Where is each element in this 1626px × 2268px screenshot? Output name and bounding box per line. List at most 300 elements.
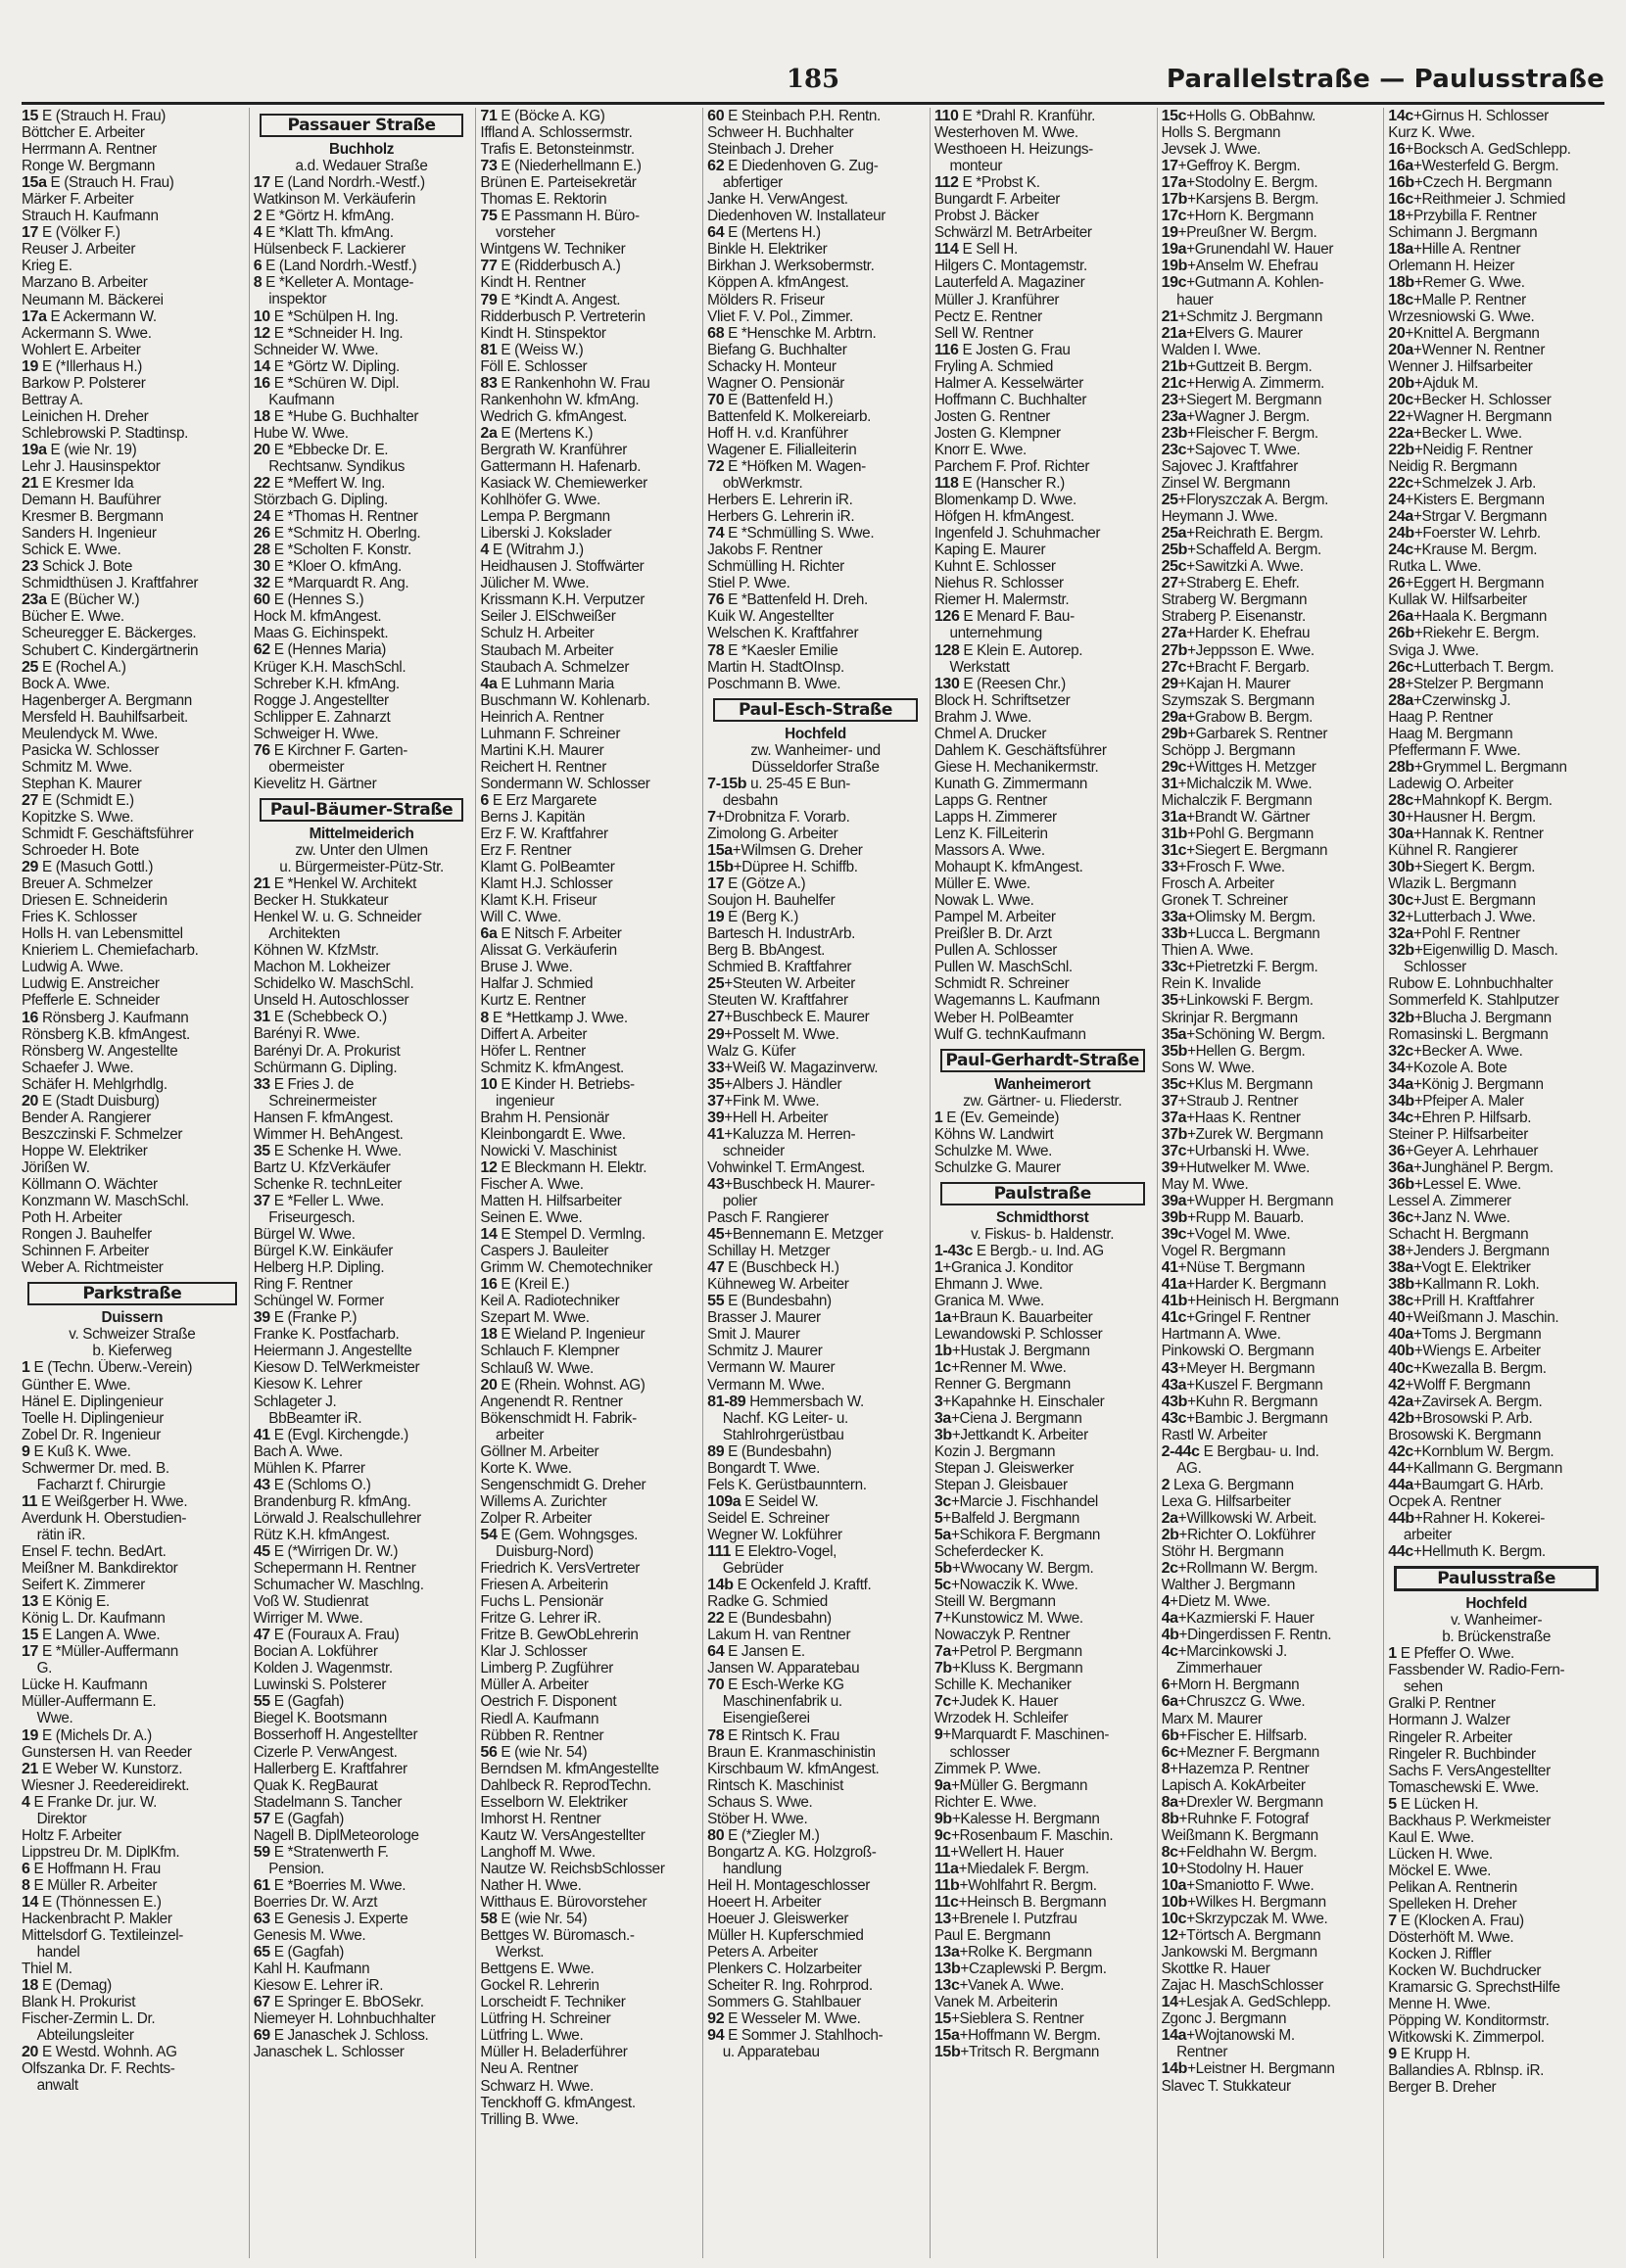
resident-entry: Grimm W. Chemotechniker — [480, 1259, 652, 1277]
resident-entry: 56 E (wie Nr. 54) — [480, 1743, 588, 1761]
resident-entry: Schäfer H. Mehlgrhdlg. — [22, 1075, 167, 1093]
resident-entry: 1a+Braun K. Bauarbeiter — [933, 1309, 1093, 1327]
resident-entry: Pension. — [253, 1860, 325, 1877]
resident-entry: Stadelmann S. Tancher — [253, 1793, 403, 1811]
resident-entry: Hoffmann C. Buchhalter — [933, 391, 1087, 408]
resident-entry: 24+Kisters E. Bergmann — [1388, 492, 1545, 509]
resident-entry: Poschmann B. Wwe. — [707, 675, 841, 692]
resident-entry: 14 E *Görtz W. Dipling. — [253, 357, 400, 375]
resident-entry: Schmidt R. Schreiner — [933, 975, 1070, 993]
resident-entry: Rentner — [1161, 2044, 1228, 2061]
resident-entry: Barényi R. Wwe. — [253, 1025, 360, 1043]
resident-entry: Trilling B. Wwe. — [480, 2110, 579, 2128]
resident-entry: Plenkers C. Holzarbeiter — [707, 1961, 862, 1978]
resident-entry: 24c+Krause M. Bergm. — [1388, 542, 1538, 559]
resident-entry: Witthaus E. Bürovorsteher — [480, 1894, 647, 1912]
resident-entry: Neidig R. Bergmann — [1388, 457, 1517, 475]
resident-entry: 68 E *Henschke M. Arbtrn. — [707, 324, 877, 342]
resident-entry: Knieriem L. Chemiefacharb. — [22, 942, 199, 960]
resident-entry: 35c+Klus M. Bergmann — [1161, 1075, 1314, 1093]
resident-entry: 34a+König J. Bergmann — [1388, 1075, 1544, 1093]
resident-entry: Ensel F. techn. BedArt. — [22, 1542, 167, 1560]
resident-entry: Block H. Schriftsetzer — [933, 691, 1071, 709]
resident-entry: Föll E. Schlosser — [480, 357, 588, 375]
resident-entry: 6 E Erz Margarete — [480, 791, 597, 809]
resident-entry: Sengenschmidt G. Dreher — [480, 1476, 646, 1493]
resident-entry: 19 E (Berg K.) — [707, 909, 798, 926]
resident-entry: König L. Dr. Kaufmann — [22, 1610, 166, 1628]
resident-entry: Josten G. Klempner — [933, 424, 1061, 442]
resident-entry: Fischer-Zermin L. Dr. — [22, 2010, 156, 2028]
resident-entry: 32b+Eigenwillig D. Masch. — [1388, 942, 1558, 960]
resident-entry: 81-89 Hemmersbach W. — [707, 1393, 864, 1410]
resident-entry: 22a+Becker L. Wwe. — [1388, 424, 1522, 442]
resident-entry: Höfgen H. kfmAngest. — [933, 508, 1075, 526]
resident-entry: Schlebrowski P. Stadtinsp. — [22, 424, 189, 442]
resident-entry: Schmitz M. Wwe. — [22, 758, 132, 776]
resident-entry: Iffland A. Schlossermstr. — [480, 124, 633, 142]
resident-entry: Chmel A. Drucker — [933, 725, 1047, 742]
resident-entry: Krieg E. — [22, 258, 72, 275]
resident-entry: 8 E *Hettkamp J. Wwe. — [480, 1009, 628, 1026]
resident-entry: Wagemanns L. Kaufmann — [933, 992, 1100, 1010]
resident-entry: 6a+Chruszcz G. Wwe. — [1161, 1693, 1306, 1711]
resident-entry: 10 E *Schülpen H. Ing. — [253, 307, 399, 325]
resident-entry: 2c+Rollmann W. Bergm. — [1161, 1560, 1318, 1578]
resident-entry: Schwärzl M. BetrArbeiter — [933, 224, 1092, 242]
street-range: b. Brückenstraße — [1442, 1629, 1552, 1646]
resident-entry: 17a+Stodolny E. Bergm. — [1161, 174, 1318, 192]
resident-entry: 15b+Tritsch R. Bergmann — [933, 2044, 1100, 2061]
resident-entry: Kievelitz H. Gärtner — [253, 775, 377, 792]
resident-entry: 33 E Fries J. de — [253, 1075, 355, 1093]
resident-entry: Dahlbeck R. ReprodTechn. — [480, 1776, 651, 1794]
resident-entry: 76 E Kirchner F. Garten- — [253, 741, 408, 759]
resident-entry: 31c+Siegert E. Bergmann — [1161, 842, 1328, 860]
street-range: zw. Gärtner- u. Fliederstr. — [963, 1092, 1123, 1110]
resident-entry: Friseurgesch. — [253, 1209, 356, 1226]
resident-entry: 55 E (Gagfah) — [253, 1693, 345, 1711]
resident-entry: 37a+Haas K. Rentner — [1161, 1109, 1301, 1126]
resident-entry: 26+Eggert H. Bergmann — [1388, 575, 1545, 592]
resident-entry: 6+Morn H. Bergmann — [1161, 1677, 1300, 1694]
directory-column-5 — [930, 108, 1151, 2258]
resident-entry: Esselborn W. Elektriker — [480, 1793, 628, 1811]
resident-entry: 8 E Müller R. Arbeiter — [22, 1876, 158, 1894]
resident-entry: Matten H. Hilfsarbeiter — [480, 1193, 622, 1210]
resident-entry: obWerkmstr. — [707, 475, 803, 493]
resident-entry: 40a+Toms J. Bergmann — [1388, 1326, 1542, 1344]
resident-entry: 72 E *Höfken M. Wagen- — [707, 457, 866, 475]
resident-entry: 35a+Schöning W. Bergm. — [1161, 1025, 1325, 1043]
resident-entry: 1 E Pfeffer O. Wwe. — [1388, 1645, 1514, 1663]
resident-entry: Holtz F. Arbeiter — [22, 1826, 122, 1844]
resident-entry: 27c+Bracht F. Bergarb. — [1161, 658, 1310, 676]
resident-entry: Lücke H. Kaufmann — [22, 1677, 148, 1694]
resident-entry: 10+Stodolny H. Hauer — [1161, 1860, 1304, 1877]
resident-entry: Böttcher E. Arbeiter — [22, 124, 145, 142]
resident-entry: Bettray A. — [22, 391, 83, 408]
resident-entry: Rastl W. Arbeiter — [1161, 1426, 1267, 1443]
resident-entry: Schulzke G. Maurer — [933, 1158, 1061, 1176]
resident-entry: 54 E (Gem. Wohngsges. — [480, 1526, 639, 1543]
resident-entry: Rongen J. Bauhelfer — [22, 1226, 152, 1244]
resident-entry: 1b+Hustak J. Bergmann — [933, 1343, 1090, 1360]
resident-entry: Seidel E. Schreiner — [707, 1509, 830, 1527]
resident-entry: 5b+Wwocany W. Bergm. — [933, 1559, 1094, 1577]
resident-entry: Nowicki V. Maschinist — [480, 1142, 617, 1159]
resident-entry: 30 E *Kloer O. kfmAng. — [253, 558, 402, 576]
resident-entry: 14b+Leistner H. Bergmann — [1161, 2060, 1335, 2078]
resident-entry: Schlauß W. Wwe. — [480, 1359, 594, 1377]
resident-entry: 38c+Prill H. Kraftfahrer — [1388, 1293, 1535, 1310]
resident-entry: 7a+Petrol P. Bergmann — [933, 1643, 1082, 1661]
resident-entry: 41+Nüse T. Bergmann — [1161, 1259, 1306, 1277]
resident-entry: 78 E Rintsch K. Frau — [707, 1726, 840, 1744]
resident-entry: Becker H. Stukkateur — [253, 892, 389, 910]
resident-entry: 62 E Diedenhoven G. Zug- — [707, 158, 879, 175]
resident-entry: Wohlert E. Arbeiter — [22, 341, 141, 358]
resident-entry: Vanek M. Arbeiterin — [933, 1994, 1058, 2011]
resident-entry: Skottke R. Hauer — [1161, 1961, 1270, 1978]
resident-entry: Wirriger M. Wwe. — [253, 1610, 363, 1628]
resident-entry: 64 E (Mertens H.) — [707, 224, 821, 242]
resident-entry: 126 E Menard F. Bau- — [933, 608, 1075, 626]
resident-entry: Müller H. Beladerführer — [480, 2044, 628, 2061]
resident-entry: 16a+Westerfeld G. Bergm. — [1388, 158, 1559, 175]
resident-entry: Boerries Dr. W. Arzt — [253, 1893, 378, 1911]
resident-entry: Kopitzke S. Wwe. — [22, 808, 134, 826]
resident-entry: Henkel W. u. G. Schneider — [253, 909, 422, 926]
street-heading: Paul-Gerhardt-Straße — [940, 1049, 1145, 1072]
resident-entry: 8+Hazemza P. Rentner — [1161, 1760, 1310, 1777]
resident-entry: Oestrich F. Disponent — [480, 1693, 617, 1711]
resident-entry: 21 E Weber W. Kunstorz. — [22, 1760, 183, 1777]
resident-entry: vorsteher — [480, 224, 555, 242]
resident-entry: 9b+Kalesse H. Bergmann — [933, 1810, 1100, 1827]
page-heading: Parallelstraße — Paulusstraße — [1166, 65, 1604, 94]
resident-entry: 2 E *Görtz H. kfmAng. — [253, 208, 395, 225]
resident-entry: 33+Weiß W. Magazinverw. — [707, 1059, 879, 1076]
resident-entry: 43 E (Schloms O.) — [253, 1476, 371, 1493]
resident-entry: u. Apparatebau — [707, 2044, 820, 2061]
resident-entry: 22 E (Bundesbahn) — [707, 1610, 832, 1628]
resident-entry: 32b+Blucha J. Bergmann — [1388, 1009, 1552, 1026]
resident-entry: Kramarsic G. SprechstHilfe — [1388, 1979, 1560, 1997]
resident-entry: Witkowski K. Zimmerpol. — [1388, 2029, 1545, 2047]
resident-entry: arbeiter — [480, 1426, 545, 1443]
resident-entry: Stiel P. Wwe. — [707, 575, 790, 592]
resident-entry: Riemer H. Malermstr. — [933, 591, 1070, 609]
resident-entry: unternehmung — [933, 625, 1042, 642]
resident-entry: Hansen F. kfmAngest. — [253, 1109, 394, 1126]
resident-entry: Preißler B. Dr. Arzt — [933, 925, 1052, 943]
resident-entry: 9 E Krupp H. — [1388, 2046, 1471, 2063]
district-name: Hochfeld — [785, 725, 846, 742]
resident-entry: Ingenfeld J. Schuhmacher — [933, 525, 1101, 543]
resident-entry: Rein K. Invalide — [1161, 975, 1262, 993]
resident-entry: 4c+Marcinkowski J. — [1161, 1643, 1287, 1661]
resident-entry: Berger B. Dreher — [1388, 2079, 1497, 2097]
resident-entry: Rankenhohn W. kfmAng. — [480, 391, 640, 408]
resident-entry: Schlosser — [1388, 959, 1466, 976]
resident-entry: Kresmer B. Bergmann — [22, 508, 164, 526]
resident-entry: Sommers G. Stahlbauer — [707, 1994, 861, 2011]
resident-entry: Kirschbaum W. kfmAngest. — [707, 1760, 880, 1777]
resident-entry: 26b+Riekehr E. Bergm. — [1388, 625, 1540, 642]
resident-entry: 111 E Elektro-Vogel, — [707, 1542, 837, 1560]
resident-entry: 20 E (Rhein. Wohnst. AG) — [480, 1376, 646, 1394]
resident-entry: 20 E *Ebbecke Dr. E. — [253, 441, 389, 458]
resident-entry: Köhnen W. KfzMstr. — [253, 942, 379, 960]
resident-entry: 16c+Reithmeier J. Schmied — [1388, 191, 1566, 209]
resident-entry: Zinsel W. Bergmann — [1161, 475, 1290, 493]
resident-entry: 70 E (Battenfeld H.) — [707, 391, 834, 408]
resident-entry: 47 E (Buschbeck H.) — [707, 1259, 839, 1277]
resident-entry: Schenke R. technLeiter — [253, 1175, 403, 1193]
resident-entry: Straberg P. Eisenanstr. — [1161, 608, 1306, 626]
resident-entry: 128 E Klein E. Autorep. — [933, 641, 1083, 659]
resident-entry: 31 E (Schebbeck O.) — [253, 1009, 387, 1026]
resident-entry: 18 E *Hube G. Buchhalter — [253, 407, 419, 425]
resident-entry: Luhmann F. Schreiner — [480, 725, 621, 742]
resident-entry: 7+Kunstowicz M. Wwe. — [933, 1610, 1083, 1628]
resident-entry: Granica M. Wwe. — [933, 1293, 1044, 1310]
resident-entry: Berns J. Kapitän — [480, 808, 586, 826]
resident-entry: Thiel M. — [22, 1961, 72, 1978]
resident-entry: 29 E (Masuch Gottl.) — [22, 859, 154, 876]
resident-entry: 34c+Ehren P. Hilfsarb. — [1388, 1109, 1532, 1126]
resident-entry: 22+Wagner H. Bergmann — [1388, 407, 1553, 425]
resident-entry: 38+Jenders J. Bergmann — [1388, 1243, 1550, 1260]
resident-entry: 9 E Kuß K. Wwe. — [22, 1442, 131, 1460]
resident-entry: Jansen W. Apparatebau — [707, 1660, 860, 1677]
resident-entry: Birkhan J. Werksobermstr. — [707, 258, 875, 275]
resident-entry: desbahn — [707, 791, 778, 809]
resident-entry: Maschinenfabrik u. — [707, 1693, 842, 1711]
resident-entry: monteur — [933, 158, 1003, 175]
resident-entry: Josten G. Rentner — [933, 407, 1051, 425]
resident-entry: Dahlem K. Geschäftsführer — [933, 741, 1107, 759]
resident-entry: 32 E *Marquardt R. Ang. — [253, 575, 409, 592]
resident-entry: Zimmek P. Wwe. — [933, 1760, 1041, 1777]
street-range: a.d. Wedauer Straße — [295, 158, 428, 175]
resident-entry: Schacht H. Bergmann — [1388, 1226, 1529, 1244]
resident-entry: 12 E *Schneider H. Ing. — [253, 324, 404, 342]
resident-entry: 25c+Sawitzki A. Wwe. — [1161, 558, 1304, 576]
resident-entry: Brandenburg R. kfmAng. — [253, 1492, 411, 1510]
resident-entry: Nagell B. DiplMeteorologe — [253, 1826, 419, 1844]
resident-entry: 20+Knittel A. Bergmann — [1388, 324, 1540, 342]
resident-entry: 38a+Vogt E. Elektriker — [1388, 1259, 1531, 1277]
resident-entry: Vogel R. Bergmann — [1161, 1243, 1286, 1260]
resident-entry: Kautz W. VersAngestellter — [480, 1826, 646, 1844]
resident-entry: Niemeyer H. Lohnbuchhalter — [253, 2010, 436, 2028]
resident-entry: Beszczinski F. Schmelzer — [22, 1125, 183, 1143]
resident-entry: Stephan K. Maurer — [22, 775, 142, 792]
resident-entry: 33b+Lucca L. Bergmann — [1161, 925, 1320, 943]
resident-entry: 61 E *Boerries M. Wwe. — [253, 1876, 406, 1894]
resident-entry: 32+Lutterbach J. Wwe. — [1388, 909, 1536, 926]
resident-entry: 13 E König E. — [22, 1593, 110, 1611]
resident-entry: Probst J. Bäcker — [933, 208, 1039, 225]
resident-entry: Szymszak S. Bergmann — [1161, 691, 1315, 709]
resident-entry: Haag P. Rentner — [1388, 708, 1494, 726]
resident-entry: 80 E (*Ziegler M.) — [707, 1826, 820, 1844]
directory-columns — [22, 108, 1604, 2258]
resident-entry: anwalt — [22, 2077, 78, 2095]
resident-entry: Schlipper E. Zahnarzt — [253, 708, 391, 726]
resident-entry: Kiesow E. Lehrer iR. — [253, 1977, 384, 1995]
resident-entry: 7 E (Klocken A. Frau) — [1388, 1913, 1524, 1930]
resident-entry: 8 E *Kelleter A. Montage- — [253, 274, 414, 292]
resident-entry: Klamt K.H. Friseur — [480, 892, 598, 910]
resident-entry: 2a E (Mertens K.) — [480, 424, 594, 442]
resident-entry: 17a E Ackermann W. — [22, 307, 157, 325]
resident-entry: Wrzodek H. Schleifer — [933, 1710, 1069, 1727]
resident-entry: Zgonc J. Bergmann — [1161, 2010, 1287, 2028]
resident-entry: Kindt H. Rentner — [480, 274, 586, 292]
resident-entry: Paul E. Bergmann — [933, 1927, 1051, 1945]
resident-entry: Knorr E. Wwe. — [933, 441, 1027, 458]
resident-entry: 15b+Düpree H. Schiffb. — [707, 859, 858, 876]
street-heading: Paulstraße — [940, 1182, 1145, 1205]
resident-entry: Klamt H.J. Schlosser — [480, 875, 613, 893]
resident-entry: Schüngel W. Former — [253, 1293, 384, 1310]
resident-entry: 2b+Richter O. Lokführer — [1161, 1526, 1315, 1543]
resident-entry: 43+Buschbeck H. Maurer- — [707, 1175, 876, 1193]
resident-entry: Kuik W. Angestellter — [707, 608, 835, 626]
resident-entry: Unseld H. Autoschlosser — [253, 992, 409, 1010]
resident-entry: Kullak W. Hilfsarbeiter — [1388, 591, 1527, 609]
resident-entry: Alissat G. Verkäuferin — [480, 942, 617, 960]
resident-entry: 41b+Heinisch H. Bergmann — [1161, 1293, 1339, 1310]
resident-entry: Kasiack W. Chemiewerker — [480, 475, 647, 493]
resident-entry: Ehmann J. Wwe. — [933, 1276, 1043, 1294]
resident-entry: 19a+Grunendahl W. Hauer — [1161, 241, 1334, 259]
resident-entry: 34b+Pfeiper A. Maler — [1388, 1092, 1524, 1110]
resident-entry: Hoff H. v.d. Kranführer — [707, 424, 848, 442]
resident-entry: 38b+Kallmann R. Lokh. — [1388, 1276, 1540, 1294]
resident-entry: 14+Lesjak A. GedSchlepp. — [1161, 1994, 1331, 2011]
resident-entry: 15+Sieblera S. Rentner — [933, 2010, 1084, 2028]
resident-entry: Erz F. Rentner — [480, 842, 572, 860]
resident-entry: 24 E *Thomas H. Rentner — [253, 508, 418, 526]
resident-entry: 79 E *Kindt A. Angest. — [480, 291, 621, 308]
resident-entry: 5 E Lücken H. — [1388, 1795, 1479, 1813]
resident-entry: Barényi Dr. A. Prokurist — [253, 1042, 401, 1060]
resident-entry: 24a+Strgar V. Bergmann — [1388, 508, 1548, 526]
resident-entry: 41c+Gringel F. Rentner — [1161, 1309, 1311, 1327]
resident-entry: 45 E (*Wirrigen Dr. W.) — [253, 1542, 399, 1560]
street-heading: Paul-Esch-Straße — [713, 698, 918, 722]
street-heading: Parkstraße — [27, 1282, 237, 1305]
resident-entry: Breuer A. Schmelzer — [22, 875, 153, 893]
resident-entry: Kleinbongardt E. Wwe. — [480, 1125, 626, 1143]
resident-entry: Mersfeld H. Bauhilfsarbeit. — [22, 708, 188, 726]
resident-entry: 44b+Rahner H. Kokerei- — [1388, 1509, 1546, 1527]
resident-entry: 11a+Miedalek F. Bergm. — [933, 1860, 1089, 1877]
resident-entry: 7-15b u. 25-45 E Bun- — [707, 775, 850, 792]
resident-entry: 10 E Kinder H. Betriebs- — [480, 1075, 635, 1093]
resident-entry: Fritze G. Lehrer iR. — [480, 1610, 601, 1628]
street-heading: Paul-Bäumer-Straße — [260, 798, 464, 822]
resident-entry: Schinnen F. Arbeiter — [22, 1243, 149, 1260]
resident-entry: 83 E Rankenhohn W. Frau — [480, 374, 650, 392]
resident-entry: 16+Bocksch A. GedSchlepp. — [1388, 141, 1571, 159]
resident-entry: 19 E (Michels Dr. A.) — [22, 1726, 152, 1744]
resident-entry: Gockel R. Lehrerin — [480, 1977, 599, 1995]
resident-entry: Mühlen K. Pfarrer — [253, 1459, 365, 1477]
resident-entry: Schepermann H. Rentner — [253, 1559, 416, 1577]
resident-entry: 13a+Rolke K. Bergmann — [933, 1944, 1092, 1961]
resident-entry: Slavec T. Stukkateur — [1161, 2077, 1291, 2095]
resident-entry: 6a E Nitsch F. Arbeiter — [480, 925, 622, 943]
directory-column-7 — [1383, 108, 1604, 2258]
resident-entry: Limberg P. Zugführer — [480, 1660, 613, 1677]
district-name: Mittelmeiderich — [309, 825, 414, 842]
resident-entry: 32a+Pohl F. Rentner — [1388, 925, 1520, 943]
resident-entry: Brahm H. Pensionär — [480, 1109, 609, 1126]
resident-entry: Westerhoven M. Wwe. — [933, 124, 1078, 142]
resident-entry: Imhorst H. Rentner — [480, 1810, 601, 1827]
resident-entry: 63 E Genesis J. Experte — [253, 1910, 408, 1927]
resident-entry: Wagner O. Pensionär — [707, 374, 845, 392]
resident-entry: Schacky H. Monteur — [707, 357, 837, 375]
resident-entry: Lakum H. van Rentner — [707, 1627, 851, 1644]
resident-entry: 21a+Elvers G. Maurer — [1161, 324, 1303, 342]
resident-entry: 23b+Fleischer F. Bergm. — [1161, 424, 1318, 442]
resident-entry: 28+Stelzer P. Bergmann — [1388, 675, 1544, 692]
resident-entry: 26 E *Schmitz H. Oberlng. — [253, 525, 421, 543]
resident-entry: 44a+Baumgart G. HArb. — [1388, 1476, 1544, 1493]
resident-entry: 41 E (Evgl. Kirchengde.) — [253, 1426, 408, 1443]
resident-entry: Kaul E. Wwe. — [1388, 1828, 1474, 1846]
resident-entry: Direktor — [22, 1810, 87, 1827]
resident-entry: 112 E *Probst K. — [933, 174, 1040, 192]
resident-entry: 45+Bennemann E. Metzger — [707, 1226, 884, 1244]
resident-entry: Will C. Wwe. — [480, 909, 561, 926]
resident-entry: Hube W. Wwe. — [253, 424, 349, 442]
resident-entry: 19+Preußner W. Bergm. — [1161, 224, 1317, 242]
page-number: 185 — [786, 65, 840, 94]
resident-entry: Ludwig A. Wwe. — [22, 959, 123, 976]
resident-entry: 15a+Wilmsen G. Dreher — [707, 842, 863, 860]
resident-entry: Schmidthüsen J. Kraftfahrer — [22, 575, 199, 592]
district-name: Schmidthorst — [996, 1209, 1089, 1226]
resident-entry: Schmülling H. Richter — [707, 558, 844, 576]
resident-entry: Sommerfeld K. Stahlputzer — [1388, 992, 1559, 1010]
resident-entry: Märker F. Arbeiter — [22, 191, 134, 209]
resident-entry: 42a+Zavirsek A. Bergm. — [1388, 1393, 1543, 1410]
resident-entry: Hilgers C. Montagemstr. — [933, 258, 1087, 275]
resident-entry: 42c+Kornblum W. Bergm. — [1388, 1442, 1554, 1460]
resident-entry: 18a+Hille A. Rentner — [1388, 241, 1521, 259]
resident-entry: Lempa P. Bergmann — [480, 508, 610, 526]
resident-entry: Rübben R. Rentner — [480, 1726, 604, 1744]
resident-entry: Berndsen M. kfmAngestellte — [480, 1760, 659, 1777]
directory-column-4 — [702, 108, 924, 2258]
resident-entry: Pullen A. Schlosser — [933, 942, 1057, 960]
resident-entry: Wegner W. Lokführer — [707, 1526, 842, 1543]
resident-entry: 11c+Heinsch B. Bergmann — [933, 1893, 1107, 1911]
resident-entry: 24b+Foerster W. Lehrb. — [1388, 525, 1541, 543]
resident-entry: Reichert H. Rentner — [480, 758, 606, 776]
resident-entry: 26a+Haala K. Bergmann — [1388, 608, 1548, 626]
resident-entry: 35+Albers J. Händler — [707, 1075, 842, 1093]
resident-entry: Abteilungsleiter — [22, 2027, 134, 2045]
resident-entry: 34+Kozole A. Bote — [1388, 1059, 1507, 1076]
